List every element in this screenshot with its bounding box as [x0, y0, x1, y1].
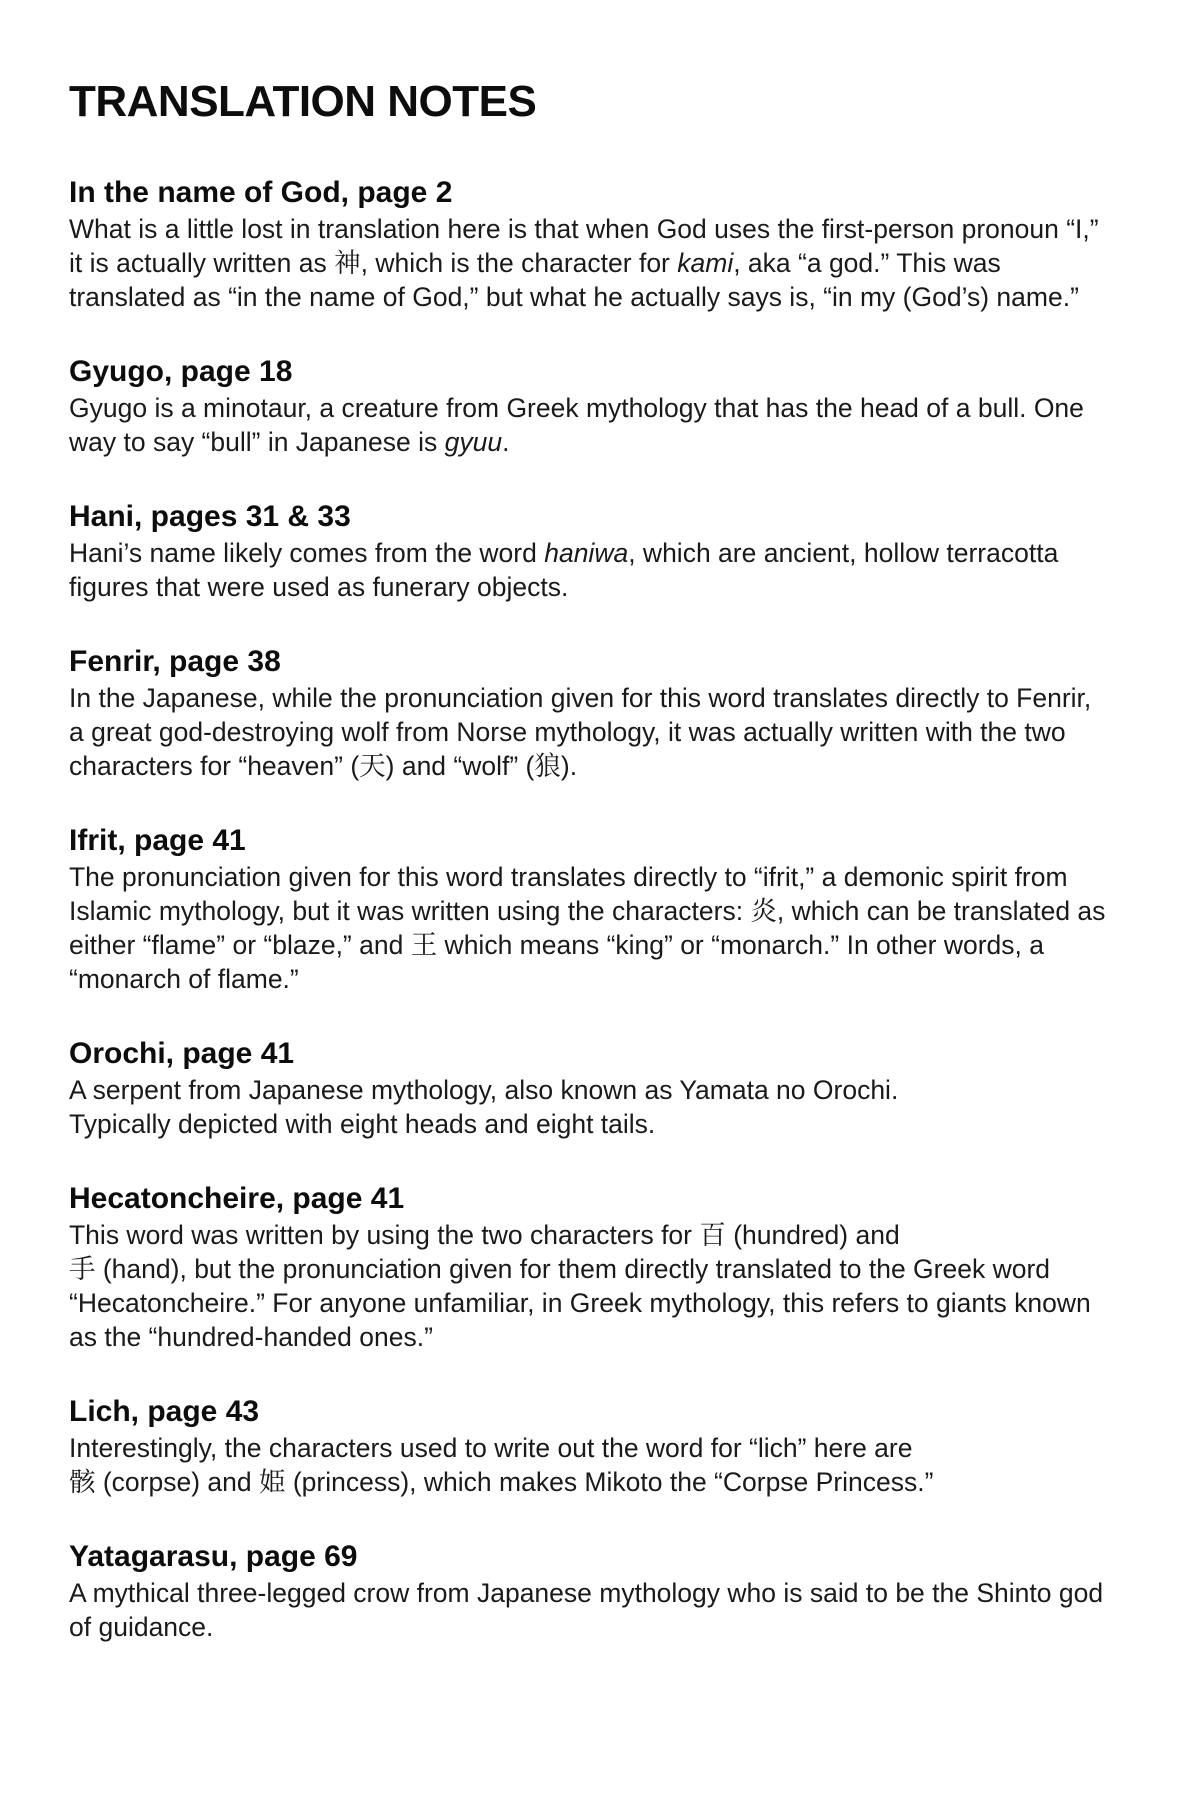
note-body: In the Japanese, while the pronunciation given for this word translates directly to Fenrir, a great god-destroying wolf from Norse mythology, it was actually written with the two characters for “heaven” (天) and “wolf” (狼).: [69, 683, 1092, 781]
note-body: Gyugo is a minotaur, a creature from Greek mythology that has the head of a bull. One way to say “bull” in Japanese is gyuu.: [69, 393, 1084, 457]
note-body: Hani’s name likely comes from the word haniwa, which are ancient, hollow terracotta figures that were used as funerary objects.: [69, 538, 1059, 602]
page-title: TRANSLATION NOTES: [69, 77, 537, 126]
note-hecatoncheire: [69, 1180, 1109, 1354]
note-yatagarasu: [69, 1538, 1109, 1644]
note-body: What is a little lost in translation here is that when God uses the first-person pronoun “I,” it is actually written as 神, which is the character for kami, aka “a god.” This was translated as “in the name of God,” but what he actually says is, “in my (God’s) name.”: [69, 214, 1099, 312]
note-gyugo: [69, 353, 1109, 459]
note-heading: Gyugo, page 18: [69, 355, 293, 388]
note-body: Interestingly, the characters used to write out the word for “lich” here are 骸 (corpse) and 姫 (princess), which makes Mikoto the “Corpse Princess.”: [69, 1433, 934, 1497]
note-heading: Lich, page 43: [69, 1395, 260, 1428]
note-body: A serpent from Japanese mythology, also known as Yamata no Orochi. Typically depicted with eight heads and eight tails.: [69, 1075, 899, 1139]
note-in-the-name-of-god: [69, 174, 1109, 314]
note-hani: [69, 498, 1109, 604]
note-heading: Orochi, page 41: [69, 1037, 295, 1070]
note-fenrir: [69, 643, 1109, 783]
note-body: This word was written by using the two characters for 百 (hundred) and 手 (hand), but the pronunciation given for them directly translated to the Greek word “Hecatoncheire.” For anyone unfamiliar, in Greek mythology, this refers to giants known as the “hundred-handed ones.”: [69, 1220, 1091, 1352]
note-lich: [69, 1393, 1109, 1499]
note-orochi: [69, 1035, 1109, 1141]
note-heading: In the name of God, page 2: [69, 176, 453, 209]
note-heading: Hecatoncheire, page 41: [69, 1182, 405, 1215]
note-heading: Yatagarasu, page 69: [69, 1540, 358, 1573]
note-heading: Ifrit, page 41: [69, 824, 246, 857]
note-heading: Fenrir, page 38: [69, 645, 281, 678]
note-heading: Hani, pages 31 & 33: [69, 500, 351, 533]
note-body: A mythical three-legged crow from Japanese mythology who is said to be the Shinto god of guidance.: [69, 1578, 1104, 1642]
translation-notes-page: [69, 74, 1109, 1683]
note-body: The pronunciation given for this word translates directly to “ifrit,” a demonic spirit from Islamic mythology, but it was written using the characters: 炎, which can be translated as either “flame” or “blaze,” and 王 which means “king” or “monarch.” In other words, a “monarch of flame.”: [69, 862, 1106, 994]
note-ifrit: [69, 822, 1109, 996]
